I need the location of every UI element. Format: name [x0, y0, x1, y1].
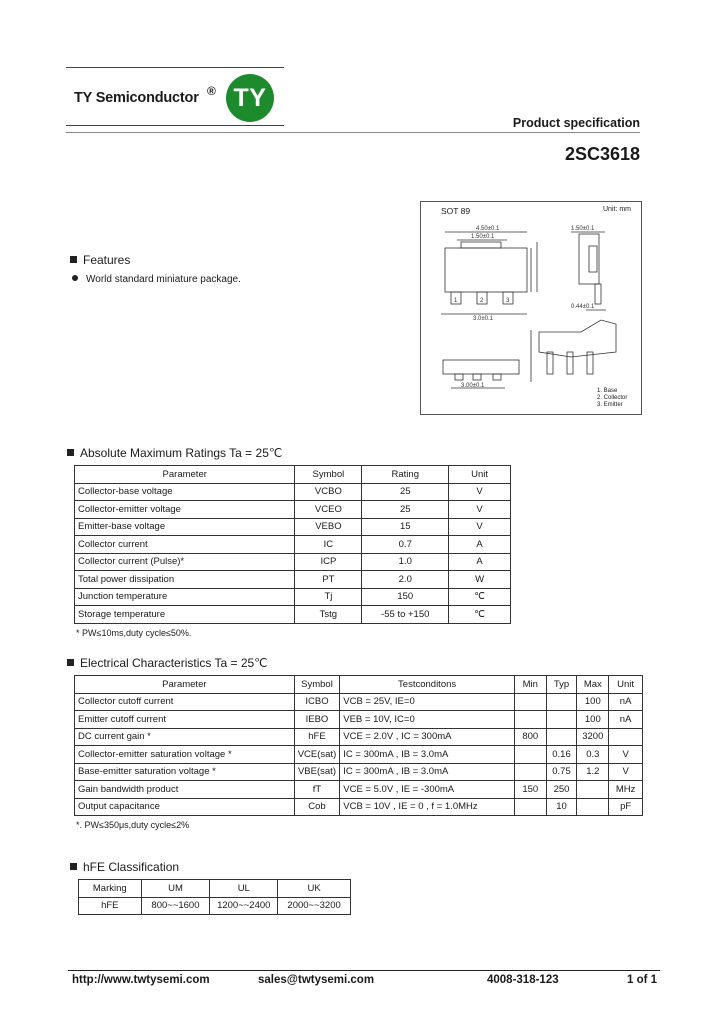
- typ-cell: 0.75: [546, 763, 577, 781]
- rating-cell: 15: [362, 518, 449, 536]
- unit-cell: ℃: [449, 606, 511, 624]
- header-top-rule: [66, 67, 284, 68]
- pin-legend: [597, 388, 627, 409]
- max-cell: [577, 798, 609, 816]
- svg-text:3: 3: [506, 298, 510, 304]
- svg-text:3.0±0.1: 3.0±0.1: [473, 316, 493, 322]
- max-cell: 0.3: [577, 746, 609, 764]
- footer-website-link[interactable]: http://www.twtysemi.com: [72, 974, 210, 986]
- square-bullet-icon: [70, 256, 77, 263]
- parameter-cell: Junction temperature: [75, 588, 295, 606]
- symbol-cell: fT: [294, 781, 340, 799]
- column-header: UL: [210, 880, 278, 898]
- parameter-cell: Collector-base voltage: [75, 483, 295, 501]
- rating-cell: -55 to +150: [362, 606, 449, 624]
- table-row: [75, 518, 511, 536]
- hfe-table: [78, 879, 351, 915]
- unit-cell: W: [449, 571, 511, 589]
- column-header: Min: [514, 676, 546, 694]
- table-row: [75, 693, 643, 711]
- square-bullet-icon: [67, 659, 74, 666]
- column-header: Max: [577, 676, 609, 694]
- footer-phone: 4008-318-123: [487, 974, 559, 986]
- table-row: [75, 536, 511, 554]
- condition-cell: IC = 300mA , IB = 3.0mA: [340, 746, 515, 764]
- svg-text:1.50±0.1: 1.50±0.1: [571, 226, 595, 232]
- column-header: Unit: [449, 466, 511, 484]
- condition-cell: VCB = 10V , IE = 0 , f = 1.0MHz: [340, 798, 515, 816]
- parameter-cell: Collector current (Pulse)*: [75, 553, 295, 571]
- unit-cell: ℃: [449, 588, 511, 606]
- table-row: [75, 571, 511, 589]
- symbol-cell: Cob: [294, 798, 340, 816]
- parameter-cell: Total power dissipation: [75, 571, 295, 589]
- hfe-title: hFE Classification: [83, 860, 180, 874]
- feature-item: [72, 274, 241, 285]
- column-header: Symbol: [295, 466, 362, 484]
- column-header: Marking: [79, 880, 142, 898]
- condition-cell: VCE = 5.0V , IE = -300mA: [340, 781, 515, 799]
- svg-text:2: 2: [480, 298, 484, 304]
- min-cell: 800: [514, 728, 546, 746]
- symbol-cell: hFE: [294, 728, 340, 746]
- symbol-cell: VBE(sat): [294, 763, 340, 781]
- svg-text:4.50±0.1: 4.50±0.1: [476, 226, 500, 232]
- registered-mark: ®: [207, 84, 216, 98]
- company-name: TY Semiconductor: [74, 90, 199, 106]
- table-row: [75, 781, 643, 799]
- min-cell: [514, 798, 546, 816]
- rating-cell: 2.0: [362, 571, 449, 589]
- min-cell: [514, 746, 546, 764]
- absolute-ratings-table: [74, 465, 511, 624]
- symbol-cell: ICBO: [294, 693, 340, 711]
- square-bullet-icon: [67, 449, 74, 456]
- svg-text:0.44±0.1: 0.44±0.1: [571, 304, 595, 310]
- svg-text:1.50±0.1: 1.50±0.1: [471, 234, 495, 240]
- footer-page-number: 1 of 1: [627, 974, 658, 986]
- header-rule: [66, 125, 284, 126]
- rating-cell: 1.0: [362, 553, 449, 571]
- footer-email-link[interactable]: sales@twtysemi.com: [258, 974, 375, 986]
- symbol-cell: VCE(sat): [294, 746, 340, 764]
- min-cell: 150: [514, 781, 546, 799]
- table-row: [75, 606, 511, 624]
- features-heading: [70, 253, 130, 267]
- min-cell: [514, 711, 546, 729]
- condition-cell: IC = 300mA , IB = 3.0mA: [340, 763, 515, 781]
- pin-legend-emitter: 3. Emitter: [597, 402, 623, 408]
- condition-cell: VEB = 10V, IC=0: [340, 711, 515, 729]
- unit-cell: nA: [609, 693, 643, 711]
- hfe-range-cell: 1200~~2400: [210, 897, 278, 915]
- unit-cell: V: [449, 483, 511, 501]
- footer-rule: [68, 970, 660, 971]
- unit-cell: V: [609, 746, 643, 764]
- max-cell: 1.2: [577, 763, 609, 781]
- unit-cell: A: [449, 536, 511, 554]
- condition-cell: VCE = 2.0V , IC = 300mA: [340, 728, 515, 746]
- table-row: [75, 728, 643, 746]
- pin-legend-collector: 2. Collector: [597, 395, 628, 401]
- max-cell: 100: [577, 693, 609, 711]
- column-header: UK: [278, 880, 351, 898]
- package-drawing: [420, 201, 642, 415]
- parameter-cell: Gain bandwidth product: [75, 781, 295, 799]
- table-row: [79, 897, 351, 915]
- package-outline-svg: [421, 202, 641, 414]
- column-header: UM: [141, 880, 210, 898]
- min-cell: [514, 693, 546, 711]
- symbol-cell: IC: [295, 536, 362, 554]
- svg-text:1: 1: [454, 298, 458, 304]
- company-logo: TY: [226, 74, 274, 122]
- max-cell: 100: [577, 711, 609, 729]
- pin-legend-base: 1. Base: [597, 388, 618, 394]
- table-row: [75, 588, 511, 606]
- electrical-note: *. PW≤350μs,duty cycle≤2%: [76, 820, 190, 830]
- absolute-ratings-title: Absolute Maximum Ratings Ta = 25℃: [80, 446, 283, 460]
- max-cell: [577, 781, 609, 799]
- hfe-label-cell: hFE: [79, 897, 142, 915]
- unit-cell: V: [449, 518, 511, 536]
- unit-cell: V: [449, 501, 511, 519]
- parameter-cell: Collector cutoff current: [75, 693, 295, 711]
- rating-cell: 150: [362, 588, 449, 606]
- symbol-cell: IEBO: [294, 711, 340, 729]
- rating-cell: 0.7: [362, 536, 449, 554]
- parameter-cell: Collector-emitter saturation voltage *: [75, 746, 295, 764]
- typ-cell: 0.16: [546, 746, 577, 764]
- table-header-row: [79, 880, 351, 898]
- unit-cell: V: [609, 763, 643, 781]
- rating-cell: 25: [362, 501, 449, 519]
- symbol-cell: Tstg: [295, 606, 362, 624]
- parameter-cell: Collector current: [75, 536, 295, 554]
- max-cell: 3200: [577, 728, 609, 746]
- electrical-title: Electrical Characteristics Ta = 25℃: [80, 656, 268, 670]
- electrical-table: [74, 675, 643, 816]
- column-header: Parameter: [75, 676, 295, 694]
- unit-cell: pF: [609, 798, 643, 816]
- feature-item-text: World standard miniature package.: [86, 274, 241, 285]
- typ-cell: [546, 728, 577, 746]
- absolute-ratings-heading: [67, 446, 282, 460]
- parameter-cell: Collector-emitter voltage: [75, 501, 295, 519]
- table-row: [75, 798, 643, 816]
- unit-cell: MHz: [609, 781, 643, 799]
- typ-cell: [546, 711, 577, 729]
- hfe-range-cell: 800~~1600: [141, 897, 210, 915]
- features-title: Features: [83, 253, 131, 267]
- symbol-cell: Tj: [295, 588, 362, 606]
- typ-cell: 10: [546, 798, 577, 816]
- table-header-row: [75, 676, 643, 694]
- condition-cell: VCB = 25V, IE=0: [340, 693, 515, 711]
- parameter-cell: Storage temperature: [75, 606, 295, 624]
- min-cell: [514, 763, 546, 781]
- parameter-cell: Emitter cutoff current: [75, 711, 295, 729]
- header-rule-right: [66, 132, 640, 133]
- table-header-row: [75, 466, 511, 484]
- table-row: [75, 553, 511, 571]
- round-bullet-icon: [72, 275, 78, 281]
- symbol-cell: ICP: [295, 553, 362, 571]
- hfe-heading: [70, 860, 179, 874]
- parameter-cell: Base-emitter saturation voltage *: [75, 763, 295, 781]
- typ-cell: [546, 693, 577, 711]
- column-header: Symbol: [294, 676, 340, 694]
- absolute-ratings-note: * PW≤10ms,duty cycle≤50%.: [76, 628, 192, 638]
- unit-cell: nA: [609, 711, 643, 729]
- parameter-cell: Emitter-base voltage: [75, 518, 295, 536]
- parameter-cell: DC current gain *: [75, 728, 295, 746]
- column-header: Testconditons: [340, 676, 515, 694]
- part-number: 2SC3618: [564, 144, 640, 164]
- typ-cell: 250: [546, 781, 577, 799]
- symbol-cell: VCBO: [295, 483, 362, 501]
- unit-cell: A: [449, 553, 511, 571]
- svg-text:3.00±0.1: 3.00±0.1: [461, 383, 485, 389]
- electrical-heading: [67, 656, 268, 670]
- rating-cell: 25: [362, 483, 449, 501]
- table-row: [75, 763, 643, 781]
- column-header: Typ: [546, 676, 577, 694]
- unit-cell: [609, 728, 643, 746]
- table-row: [75, 711, 643, 729]
- column-header: Parameter: [75, 466, 295, 484]
- column-header: Unit: [609, 676, 643, 694]
- parameter-cell: Output capacitance: [75, 798, 295, 816]
- square-bullet-icon: [70, 863, 77, 870]
- symbol-cell: VCEO: [295, 501, 362, 519]
- package-unit: Unit: mm: [603, 206, 631, 213]
- symbol-cell: VEBO: [295, 518, 362, 536]
- hfe-range-cell: 2000~~3200: [278, 897, 351, 915]
- table-row: [75, 746, 643, 764]
- column-header: Rating: [362, 466, 449, 484]
- table-row: [75, 483, 511, 501]
- package-name: SOT 89: [441, 206, 471, 216]
- table-row: [75, 501, 511, 519]
- product-specification: Product specification: [512, 116, 640, 130]
- symbol-cell: PT: [295, 571, 362, 589]
